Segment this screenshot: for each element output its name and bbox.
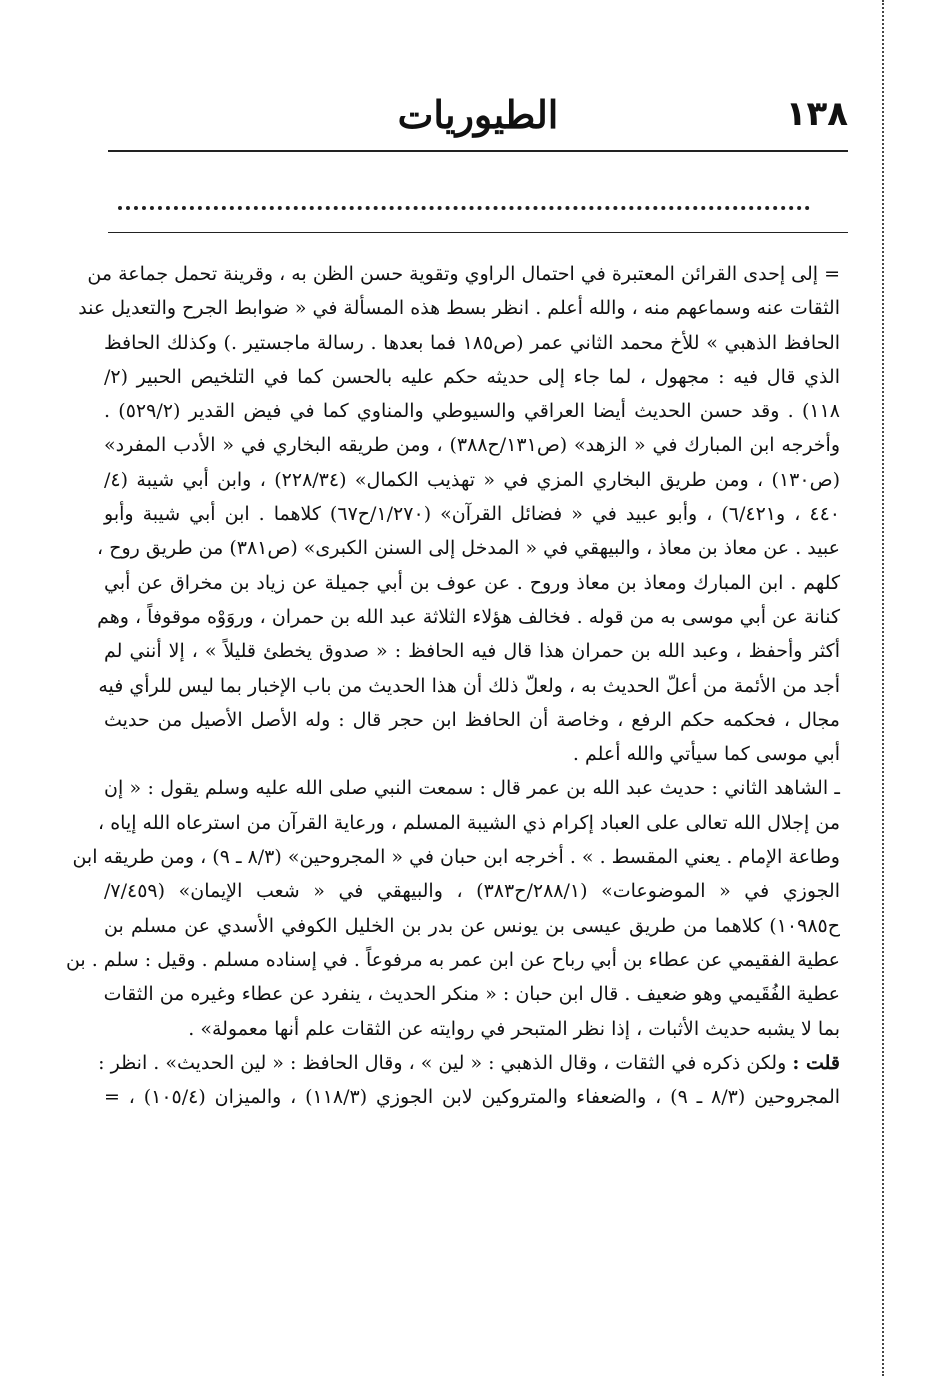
text-line: ح١٠٩٨٥) كلاهما من طريق عيسى بن يونس عن بدر بن الخليل الكوفي الأسدي عن مسلم بن (104, 914, 840, 937)
text-line: عطية الفُقَيمي وهو ضعيف . قال ابن حبان : « منكر الحديث ، ينفرد عن عطاء وغيره من الثقات (103, 983, 840, 1006)
footnote-rule (108, 232, 848, 233)
text-line: مجال ، فحكمه حكم الرفع ، وخاصة أن الحافظ ابن حجر قال : وله الأصل الأصيل من حديث (104, 708, 840, 731)
text-line: الذي قال فيه : مجهول ، لما جاء إلى حديثه حكم عليه بالحسن كما في التلخيص الحبير (٢/ (104, 365, 840, 388)
page-header (108, 92, 848, 144)
text-line: كنانة عن أبي موسى به من قوله . فخالف هؤلاء الثلاثة عبد الله بن حمران ، وروَوْه موقوفاً ، وهم (97, 605, 840, 628)
text-line: الجوزي في « الموضوعات» (٢٨٨/١/ح٣٨٣) ، والبيهقي في « شعب الإيمان» (٧/٤٥٩/ (104, 880, 840, 903)
text-line: أكثر وأحفظ ، وعبد الله بن حمران هذا قال فيه الحافظ : « صدوق يخطئ قليلاً » ، إلا أنني لم (104, 640, 840, 663)
footnote-text (65, 257, 841, 1114)
text-line: أجد من الأئمة من أعلّ الحديث به ، ولعلّ ذلك أن هذا الحديث من باب الإخبار بما ليس للرأي فيه (98, 674, 840, 697)
text-line: الحافظ الذهبي » للأخ محمد الثاني عمر (ص١٨٥ فما بعدها . رسالة ماجستير .) وكذلك الحافظ (104, 331, 841, 354)
text-line: ـ الشاهد الثاني : حديث عبد الله بن عمر قال : سمعت النبي صلى الله عليه وسلم يقول : « إن (104, 777, 840, 800)
text-line: الثقات عنه وسماعهم منه ، والله أعلم . انظر بسط هذه المسألة في « ضوابط الجرح والتعديل عند (78, 297, 840, 320)
text-line: = إلى إحدى القرائن المعتبرة في احتمال الراوي وتقوية حسن الظن به ، وقرينة تحمل جماعة من (87, 263, 840, 285)
bold-lead: قلت : (792, 1051, 840, 1074)
text-line: أبي موسى كما سيأتي والله أعلم . (572, 743, 840, 766)
text-line: من إجلال الله تعالى على العباد إكرام ذي الشيبة المسلم ، ورعاية القرآن من استرعاه الله إياه ، (98, 811, 840, 834)
text-line: (ص١٣٠) ، ومن طريق البخاري المزي في « تهذيب الكمال» (٢٢٨/٣٤) ، وابن أبي شيبة (٤/ (104, 468, 840, 491)
text-line: ١١٨) . وقد حسن الحديث أيضا العراقي والسيوطي والمناوي كما في فيض القدير (٥٢٩/٢) . (104, 400, 840, 423)
page-edge-border (882, 0, 884, 1376)
text-line-with-lead (98, 1046, 840, 1080)
page-number: ١٣٨ (785, 94, 848, 134)
text-line: وأخرجه ابن المبارك في « الزهد» (ص١٣١/ح٣٨٨) ، ومن طريقه البخاري في « الأدب المفرد» (104, 434, 841, 457)
text-line-body: ولكن ذكره في الثقات ، وقال الذهبي : « لين » ، وقال الحافظ : « لين الحديث» . انظر : (98, 1051, 787, 1074)
header-rule (108, 150, 848, 152)
dotted-separator (118, 206, 810, 210)
text-line: عطية الفقيمي عن عطاء بن أبي رباح عن ابن عمر به مرفوعاً . في إسناده مسلم . وقيل : سلم . بن (65, 948, 840, 971)
book-title: الطيوريات (397, 92, 559, 137)
text-line: المجروحين (٨/٣ ـ ٩) ، والضعفاء والمتروكين لابن الجوزي (١١٨/٣) ، والميزان (١٠٥/٤) ، = (104, 1086, 841, 1109)
text-line: بما لا يشبه حديث الأثبات ، إذا نظر المتبحر في روايته عن الثقات علم أنها معمولة» . (188, 1017, 840, 1040)
text-line: وطاعة الإمام . يعني المقسط . » . أخرجه ابن حبان في « المجروحين» (٨/٣ ـ ٩) ، ومن طريقه ابن (72, 846, 840, 869)
text-line: كلهم . ابن المبارك ومعاذ بن معاذ وروح . عن عوف بن أبي جميلة عن زياد بن مخراق عن أبي (104, 571, 840, 594)
text-line: عبيد . عن معاذ بن معاذ ، والبيهقي في « المدخل إلى السنن الكبرى» (ص٣٨١) من طريق روح ، (97, 537, 840, 560)
text-line: ٤٤٠ ، و٦/٤٢١) ، وأبو عبيد في « فضائل القرآن» (١/٢٧٠/ح٦٧) كلاهما . ابن أبي شيبة وأبو (104, 503, 840, 526)
